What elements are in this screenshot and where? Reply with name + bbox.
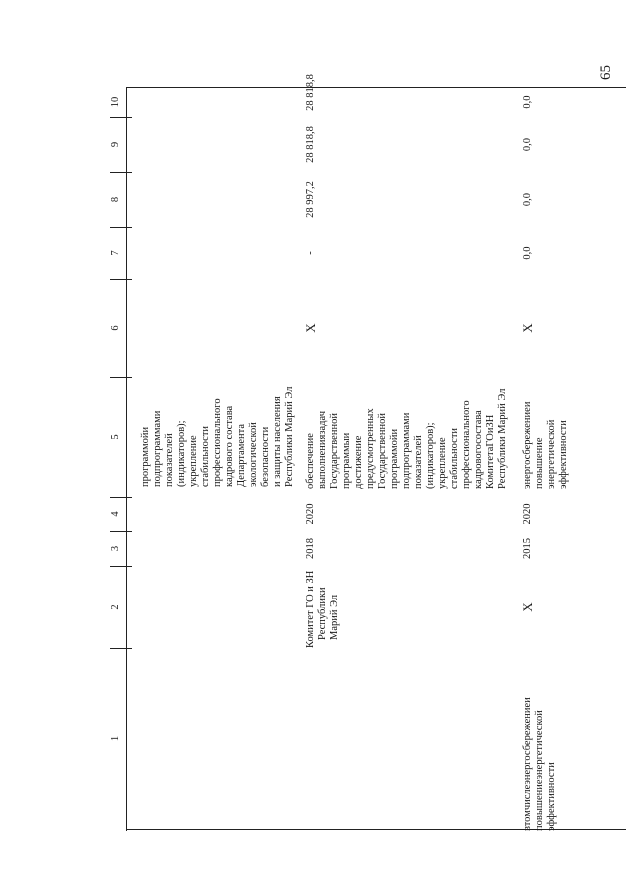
row2-col2-mark: X <box>520 602 535 612</box>
column-header: 8 <box>110 196 121 203</box>
text-line: энергосбережениеи <box>522 401 533 489</box>
text-line: программойи <box>389 428 400 489</box>
row2-col7-value: 0,0 <box>522 246 533 260</box>
column-header: 2 <box>110 604 121 610</box>
column-header: 1 <box>110 735 121 742</box>
text-line: втомчислеэнергосбережениеи <box>522 697 533 831</box>
column-header: 5 <box>110 434 121 440</box>
row1-col5-description: обеспечение выполнениязадач Государственной программыи достижение предусмотренных Государственной программойи подпрограммами показателей (индикаторов); укрепление стабильности профессионального кадровогосостава КомитетаГОиЗН Республики Марий Эл <box>305 377 511 489</box>
page-number: 65 <box>597 64 614 80</box>
row1-col4-year-end: 2020 <box>305 503 316 525</box>
text-line: КомитетаГОиЗН <box>485 414 496 489</box>
text-line: программыи <box>341 432 352 489</box>
row2-col5-description: энергосбережениеи повышение энергетической эффективности <box>522 377 574 489</box>
row1-col6-mark: X <box>303 323 318 333</box>
row2-col1-description: втомчислеэнергосбережениеи повышениеэнергетической эффективности <box>522 648 562 831</box>
row1-col9-value: 28 818,8 <box>305 126 316 163</box>
row2-col4-year-end: 2020 <box>522 503 533 525</box>
table-border-right <box>126 87 127 831</box>
column-header: 4 <box>110 511 121 517</box>
row0-col5-description: программойи подпрограммами показателей (индикаторов); укрепление стабильности профессионального кадрового состава Департамента экологической безопасности и защиты населения Республики Марий Эл <box>140 377 300 487</box>
row2-col6-mark: X <box>520 323 535 333</box>
text-line: кадровогосостава <box>473 410 484 489</box>
table-border-top <box>126 87 626 88</box>
column-header: 6 <box>110 325 121 331</box>
column-header: 3 <box>110 545 121 552</box>
text-line: программойи <box>140 426 151 487</box>
row2-col10-value: 0,0 <box>522 95 533 109</box>
text-line: повышениеэнергетической <box>534 710 545 831</box>
row1-col10-value: 28 818,8 <box>305 74 316 111</box>
column-header: 10 <box>110 96 121 108</box>
row2-col3-year-start: 2015 <box>522 538 533 559</box>
column-header: 9 <box>110 141 121 148</box>
row2-col8-value: 0,0 <box>522 192 533 207</box>
column-header: 7 <box>110 250 121 256</box>
row2-col9-value: 0,0 <box>522 137 533 152</box>
row1-col8-value: 28 997,2 <box>305 181 316 218</box>
row1-col3-year-start: 2018 <box>305 538 316 559</box>
row1-col7-value: - <box>305 251 316 255</box>
row1-col2-organization: Комитет ГО и ЗН Республики Марий Эл <box>305 570 340 648</box>
text-line: выполнениязадач <box>317 410 328 489</box>
